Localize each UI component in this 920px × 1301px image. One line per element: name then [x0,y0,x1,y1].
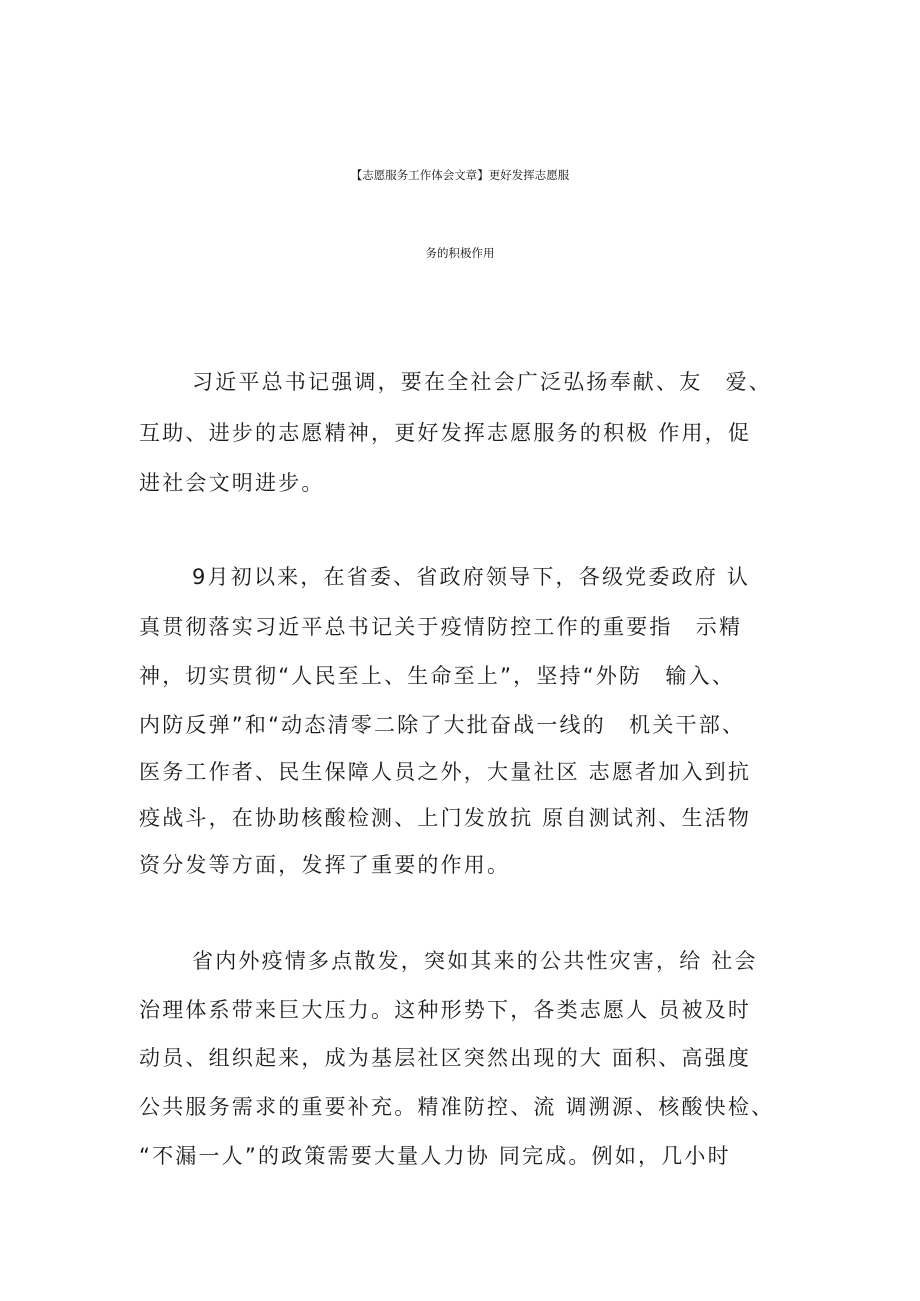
paragraph-line: 真贯彻落实习近平总书记关于疫情防控工作的重要指 示精 [139,615,743,639]
paragraph-line: 动员、组织起来，成为基层社区突然出现的大 面积、高强度 [139,1046,752,1070]
paragraph-line: 神，切实贯彻“人民至上、生命至上”，坚持“外防 输入、 [139,664,736,688]
paragraph-line: 内防反弹”和“动态清零二除了大批奋战一线的 机关干部、 [139,713,746,737]
paragraph-line: 进社会文明进步。 [139,471,325,495]
paragraph-line: 互助、进步的志愿精神，更好发挥志愿服务的积极 作用，促 [139,421,752,445]
paragraph-line: 公共服务需求的重要补充。精准防控、流 调溯源、核酸快检、 [139,1095,775,1119]
paragraph-line: 省内外疫情多点散发，突如其来的公共性灾害，给 社会 [192,949,758,973]
paragraph-line: “不漏一人”的政策需要大量人力协 同完成。例如，几小时 [139,1144,731,1168]
paragraph-line: 治理体系带来巨大压力。这种形势下，各类志愿人 员被及时 [139,998,752,1022]
paragraph-line: 资分发等方面，发挥了重要的作用。 [139,853,511,877]
paragraph-line: 9月初以来，在省委、省政府领导下，各级党委政府 认 [192,565,751,589]
paragraph-line: 疫战斗，在协助核酸检测、上门发放抗 原自测试剂、生活物 [139,806,752,830]
document-title-line-1: 【志愿服务工作体会文章】更好发挥志愿服 [350,168,570,182]
paragraph-line: 医务工作者、民生保障人员之外，大量社区 志愿者加入到抗 [139,760,752,784]
paragraph-line: 习近平总书记强调，要在全社会广泛弘扬奉献、友 爱、 [192,370,772,394]
document-title-line-2: 务的积极作用 [425,246,495,260]
